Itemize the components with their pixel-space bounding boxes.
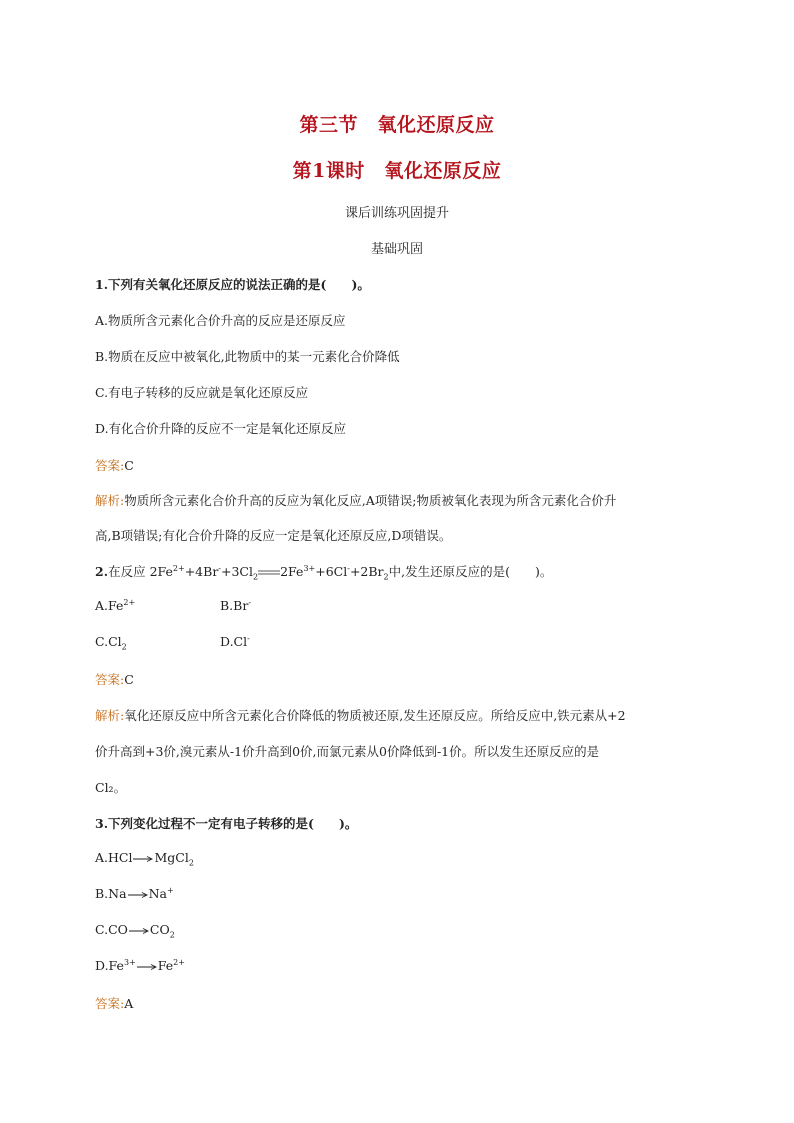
q3-answer	[95, 994, 133, 1012]
q1-answer	[95, 456, 134, 474]
explanation-label: 解析:	[95, 708, 125, 723]
q2-option-a-text: A.Fe	[95, 598, 124, 613]
q2-answer	[95, 670, 134, 688]
practice-title: 课后训练巩固提升	[344, 206, 449, 221]
q2-number: 2.	[95, 564, 109, 579]
q1-option-d: D.有化合价升降的反应不一定是氧化还原反应	[95, 421, 347, 436]
explanation-text: 物质所含元素化合价升高的反应为氧化反应,A项错误;物质被氧化表现为所含元素化合价升	[124, 493, 617, 508]
arrow-right-icon	[129, 927, 149, 935]
q2-explanation-line-1	[95, 706, 626, 724]
q1-explanation-line-1	[95, 491, 616, 509]
q2-explanation-line-2: 价升高到+3价,溴元素从-1价升高到0价,而氯元素从0价降低到-1价。所以发生还原反应的是	[95, 744, 600, 759]
q3-option-a-right: MgCl	[154, 850, 189, 865]
answer-value: C	[124, 672, 134, 687]
section-title: 第三节 氧化还原反应	[299, 114, 495, 136]
answer-value: C	[124, 458, 134, 473]
q3-option-c-left: C.CO	[95, 922, 128, 937]
q3-option-d: $D.Fe^{3+}$ $Fe^{2+}$	[95, 957, 185, 973]
arrow-right-icon	[137, 963, 157, 971]
q2-stem	[95, 562, 552, 580]
q2-option-c-text: C.Cl	[95, 634, 122, 649]
q2-option-b-text: B.Br	[220, 598, 249, 613]
q3-option-a-left: A.HCl	[95, 850, 133, 865]
q3-option-d-right: Fe	[157, 958, 174, 973]
q2-option-d-text: D.Cl	[220, 634, 248, 649]
explanation-label: 解析:	[95, 493, 125, 508]
q1-option-c: C.有电子转移的反应就是氧化还原反应	[95, 385, 309, 400]
q3-option-c: C.CO $CO_2$	[95, 922, 175, 940]
level-title: 基础巩固	[370, 242, 423, 257]
equals-arrow-icon	[258, 569, 280, 577]
q2-explanation-line-3: Cl₂。	[95, 780, 127, 795]
q2-option-d: D.Cl-	[220, 633, 250, 649]
arrow-right-icon	[133, 855, 153, 863]
q2-option-a: $A.Fe^{2+}$	[95, 597, 136, 613]
lesson-title: 第1课时 氧化还原反应	[292, 160, 502, 182]
q3-option-b-right: Na	[148, 886, 167, 901]
explanation-text: 氧化还原反应中所含元素化合价降低的物质被还原,发生还原反应。所给反应中,铁元素从+2	[124, 708, 626, 723]
q2-stem-after: 中,发生还原反应的是( )。	[388, 564, 553, 579]
q3-stem: 3.下列变化过程不一定有电子转移的是( )。	[95, 816, 358, 831]
q3-option-c-right: CO	[149, 922, 170, 937]
q2-stem-before: 在反应	[108, 564, 146, 579]
q2-option-c: $C.Cl_2$	[95, 634, 127, 652]
q1-option-a: A.物质所含元素化合价升高的反应是还原反应	[95, 313, 346, 328]
q2-option-b: B.Br-	[220, 597, 252, 613]
q1-stem: 1.下列有关氧化还原反应的说法正确的是( )。	[95, 277, 370, 292]
answer-value: A	[124, 996, 134, 1011]
q3-option-b-left: B.Na	[95, 886, 127, 901]
q2-equation: $2Fe^{2+}+4Br^-+3Cl_2$ $2Fe^{3+}+6Cl^-+2Br_2$	[149, 563, 389, 582]
q3-option-a: A.HCl MgCl$_2$	[95, 850, 194, 868]
arrow-right-icon	[128, 891, 148, 899]
q1-option-b: B.物质在反应中被氧化,此物质中的某一元素化合价降低	[95, 349, 400, 364]
answer-label: 答案:	[95, 458, 125, 473]
answer-label: 答案:	[95, 996, 125, 1011]
q1-explanation-line-2: 高,B项错误;有化合价升降的反应一定是氧化还原反应,D项错误。	[95, 528, 452, 543]
q3-option-d-left: D.Fe	[95, 958, 124, 973]
answer-label: 答案:	[95, 672, 125, 687]
q3-option-b: B.Na Na+	[95, 885, 174, 901]
